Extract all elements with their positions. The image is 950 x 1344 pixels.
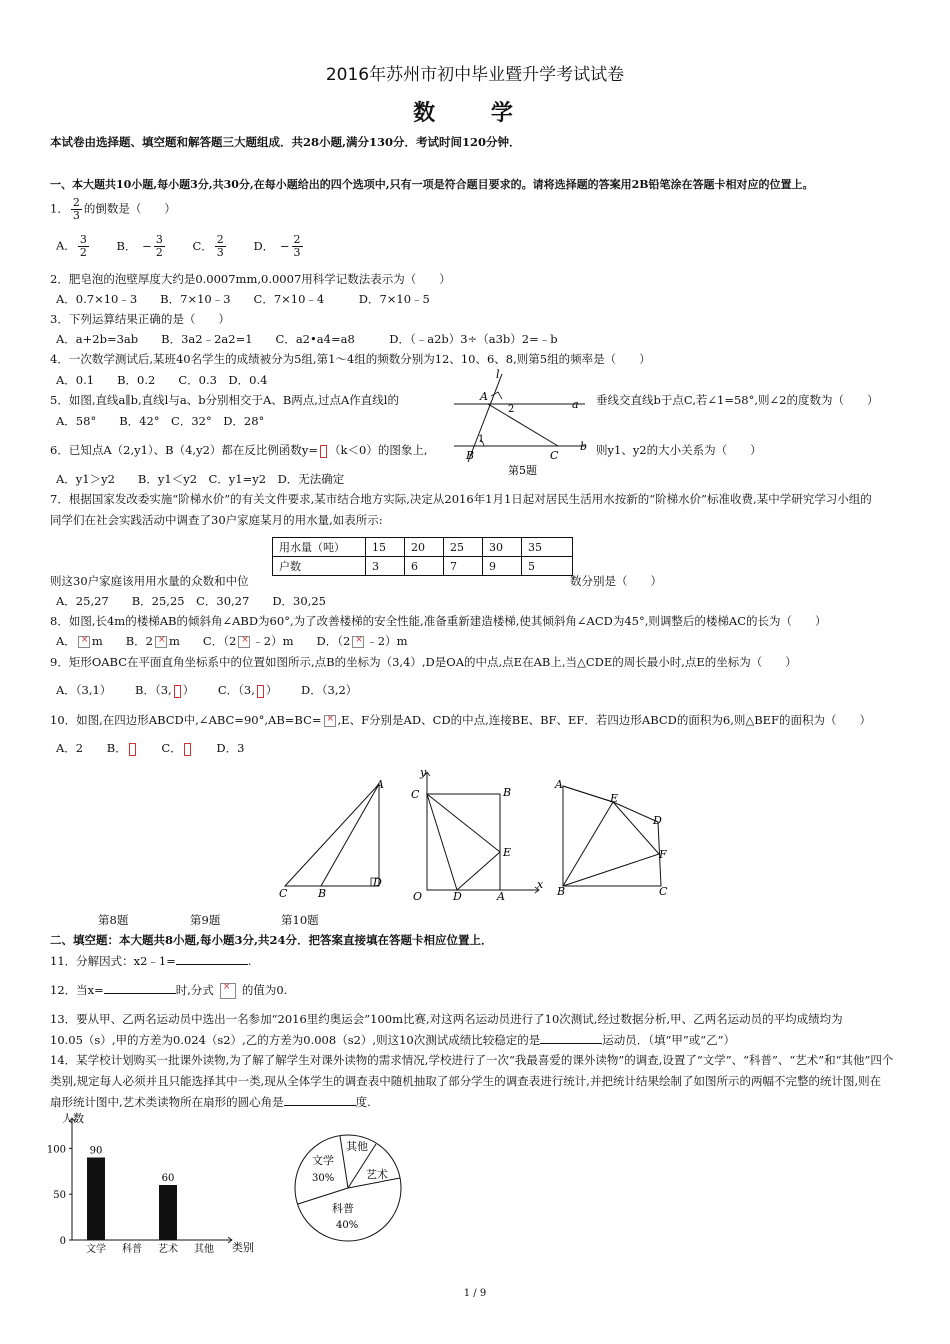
question-14-line2: 类别,规定每人必须并且只能选择其中一类,现从全体学生的调查表中随机抽取了部分学生的调查表进行统计,并把统计结果绘制了如图所示的两幅不完整的统计图,则在 <box>50 1074 882 1088</box>
svg-text:E: E <box>610 792 619 805</box>
svg-text:D: D <box>373 876 382 889</box>
svg-text:D: D <box>653 814 662 827</box>
svg-text:O: O <box>413 890 423 903</box>
question-3: 3．下列运算结果正确的是（ ） <box>50 312 230 326</box>
question-9: 9．矩形OABC在平面直角坐标系中的位置如图所示,点B的坐标为（3,4）,D是OA的中点,点E在AB上,当△CDE的周长最小时,点E的坐标为（ ） <box>50 655 797 669</box>
question-7-line3: 则这30户家庭该用用水量的众数和中位 <box>50 574 249 588</box>
bar-data-label: 90 <box>89 1145 103 1157</box>
question-7-line1: 7．根据国家发改委实施“阶梯水价”的有关文件要求,某市结合地方实际,决定从2016年1月1日起对居民生活用水按新的“阶梯水价”标准收费,某中学研究学习小组的 <box>50 492 872 506</box>
label-b: b <box>580 440 588 453</box>
label-l: l <box>496 368 500 381</box>
svg-text:D: D <box>453 890 462 903</box>
section2-heading: 二、填空题：本大题共8小题,每小题3分,共24分．把答案直接填在答题卡相应位置上． <box>50 933 493 947</box>
exam-title: 2016年苏州市初中毕业暨升学考试试卷 <box>325 65 625 85</box>
svg-text:C: C <box>659 885 668 896</box>
question-14-line3: 扇形统计图中,艺术类读物所在扇形的圆心角是 度. <box>50 1095 371 1109</box>
pie-pct-wenxue: 30% <box>312 1173 335 1184</box>
formula-placeholder-icon <box>155 636 167 648</box>
answer-blank[interactable] <box>176 954 248 965</box>
question-7-line3b: 数分别是（ ） <box>570 574 662 588</box>
question-8: 8．如图,长4m的楼梯AB的倾斜角∠ABD为60°,为了改善楼梯的安全性能,准备重新建造楼梯,使其倾斜角∠ACD为45°,则调整后的楼梯AC的长为（ ） <box>50 614 827 628</box>
bar-2 <box>159 1185 177 1240</box>
formula-placeholder-icon <box>352 636 364 648</box>
point-B: B <box>466 449 475 462</box>
pie-label-kepu: 科普 <box>332 1202 354 1215</box>
x-category-label: 其他 <box>194 1244 214 1255</box>
figure-q8 <box>275 776 395 900</box>
figure-caption-5: 第5题 <box>508 464 537 477</box>
water-usage-table <box>272 537 573 576</box>
svg-text:F: F <box>659 848 667 861</box>
figure-q5 <box>440 366 600 478</box>
question-7-line2: 同学们在社会实践活动中调查了30户家庭某月的用水量,如表所示: <box>50 513 383 527</box>
svg-text:B: B <box>318 887 327 900</box>
x-axis-label: 类别 <box>232 1241 254 1254</box>
y-axis-label: 人数 <box>62 1112 84 1125</box>
angle-1: 1 <box>478 434 485 445</box>
question-7-options: A．25,27 B．25,25 C．30,27 D．30,25 <box>56 594 326 608</box>
figure-q10 <box>553 776 673 896</box>
question-11: 11．分解因式：x2﹣1= . <box>50 954 252 968</box>
question-6-cont: 则y1、y2的大小关系为（ ） <box>596 443 762 457</box>
formula-placeholder-icon <box>129 743 136 756</box>
question-8-options: A．× m B．2× m C．（2× ﹣2）m D．（2× ﹣2）m <box>56 633 408 649</box>
pie-chart <box>290 1130 410 1250</box>
y-tick-label: 50 <box>53 1190 66 1202</box>
bar-chart <box>40 1110 270 1256</box>
question-10-options: A．2 B． C． D．3 <box>56 741 245 755</box>
svg-text:A: A <box>376 778 384 791</box>
figure-caption-10: 第10题 <box>281 913 319 927</box>
formula-placeholder-icon <box>184 743 191 756</box>
svg-text:A: A <box>555 778 563 791</box>
table-row: 户数 3 6 7 9 5 <box>273 557 573 576</box>
formula-placeholder-icon <box>174 685 181 698</box>
svg-text:B: B <box>557 885 566 896</box>
question-3-options: A．a+2b=3ab B．3a2﹣2a2=1 C．a2•a4=a8 D．（﹣a2b）3÷（a3b）2=﹣b <box>56 332 558 346</box>
svg-text:C: C <box>411 788 420 801</box>
question-5-options: A．58° B．42° C．32° D．28° <box>56 414 265 428</box>
question-2: 2．肥皂泡的泡壁厚度大约是0.0007mm,0.0007用科学记数法表示为（ ） <box>50 272 451 286</box>
point-A: A <box>480 390 488 403</box>
question-10: 10．如图,在四边形ABCD中,∠ABC=90°,AB=BC=× ,E、F分别是AD、CD的中点,连接BE、BF、EF．若四边形ABCD的面积为6,则△BEF的面积为（ ） <box>50 712 871 728</box>
question-6: 6．已知点A（2,y1）、B（4,y2）都在反比例函数y= （k＜0）的图象上, <box>50 443 428 457</box>
y-tick-label: 100 <box>46 1144 66 1156</box>
figure-caption-9: 第9题 <box>190 913 221 927</box>
bar-0 <box>87 1158 105 1241</box>
pie-label-wenxue: 文学 <box>312 1154 334 1167</box>
svg-text:C: C <box>279 887 288 900</box>
formula-placeholder-icon <box>220 983 236 999</box>
bar-data-label: 60 <box>161 1173 175 1184</box>
formula-placeholder-icon <box>320 445 327 458</box>
answer-blank[interactable] <box>104 983 176 994</box>
pie-pct-kepu: 40% <box>336 1220 359 1231</box>
question-6-options: A．y1＞y2 B．y1＜y2 C．y1=y2 D．无法确定 <box>56 472 345 486</box>
answer-blank[interactable] <box>540 1033 602 1044</box>
page-number: 1 / 9 <box>463 1288 487 1299</box>
svg-text:E: E <box>503 846 512 859</box>
section1-heading: 一、本大题共10小题,每小题3分,共30分,在每小题给出的四个选项中,只有一项是符合题目要求的。请将选择题的答案用2B铅笔涂在答题卡相对应的位置上。 <box>50 178 814 191</box>
svg-text:A: A <box>497 890 505 903</box>
figure-caption-8: 第8题 <box>98 913 129 927</box>
question-4: 4．一次数学测试后,某班40名学生的成绩被分为5组,第1～4组的频数分别为12、10、6、8,则第5组的频率是（ ） <box>50 352 651 366</box>
question-14-line1: 14．某学校计划购买一批课外读物,为了解了解学生对课外读物的需求情况,学校进行了一次“我最喜爱的课外读物”的调查,设置了“文学”、“科普”、“艺术”和“其他”四个 <box>50 1053 894 1067</box>
intro-text: 本试卷由选择题、填空题和解答题三大题组成．共28小题,满分130分．考试时间120分钟． <box>50 135 521 149</box>
question-4-options: A．0.1 B．0.2 C．0.3 D．0.4 <box>56 373 268 387</box>
formula-placeholder-icon <box>324 715 336 727</box>
subject-title: 数 学 <box>413 101 537 126</box>
figure-q9 <box>405 766 547 904</box>
x-category-label: 艺术 <box>158 1244 178 1255</box>
question-2-options: A．0.7×10﹣3 B．7×10﹣3 C．7×10﹣4 D．7×10﹣5 <box>56 292 430 306</box>
x-category-label: 科普 <box>122 1244 142 1255</box>
question-5: 5．如图,直线a∥b,直线l与a、b分别相交于A、B两点,过点A作直线l的 <box>50 393 399 407</box>
point-C: C <box>550 449 559 462</box>
x-category-label: 文学 <box>86 1244 106 1255</box>
question-1: 1． $\frac{2}{3}$ 的倒数是（ ） <box>50 196 176 222</box>
table-row: 用水量（吨） 15 20 25 30 35 <box>273 538 573 557</box>
svg-text:y: y <box>420 766 427 779</box>
question-9-options: A．（3,1） B．（3, ） C．（3, ） D．（3,2） <box>56 683 358 697</box>
question-13-line2: 10.05（s）,甲的方差为0.024（s2）,乙的方差为0.008（s2）,则这10次测试成绩比较稳定的是 运动员．（填“甲”或“乙”） <box>50 1033 735 1047</box>
svg-text:B: B <box>503 786 512 799</box>
fraction: $\frac{2}{3}$ <box>72 196 80 222</box>
pie-label-qita: 其他 <box>346 1140 368 1153</box>
y-tick-label: 0 <box>59 1236 66 1247</box>
formula-placeholder-icon <box>78 636 90 648</box>
question-13-line1: 13．要从甲、乙两名运动员中选出一名参加“2016里约奥运会”100m比赛,对这两名运动员进行了10次测试,经过数据分析,甲、乙两名运动员的平均成绩均为 <box>50 1012 843 1026</box>
formula-placeholder-icon <box>257 685 264 698</box>
label-a: a <box>572 398 579 411</box>
angle-2: 2 <box>508 404 515 415</box>
question-12: 12．当x= 时,分式× 的值为0. <box>50 982 287 999</box>
question-1-options: A． $\frac{3}{2}$ B． − $\frac{3}{2}$ C． $\frac{2}{3}$ D． − $\frac{2}{3}$ <box>56 233 301 259</box>
question-5-cont: 垂线交直线b于点C,若∠1=58°,则∠2的度数为（ ） <box>596 393 879 407</box>
formula-placeholder-icon <box>238 636 250 648</box>
svg-text:x: x <box>537 878 544 891</box>
pie-label-yishu: 艺术 <box>366 1168 388 1181</box>
answer-blank[interactable] <box>284 1095 356 1106</box>
